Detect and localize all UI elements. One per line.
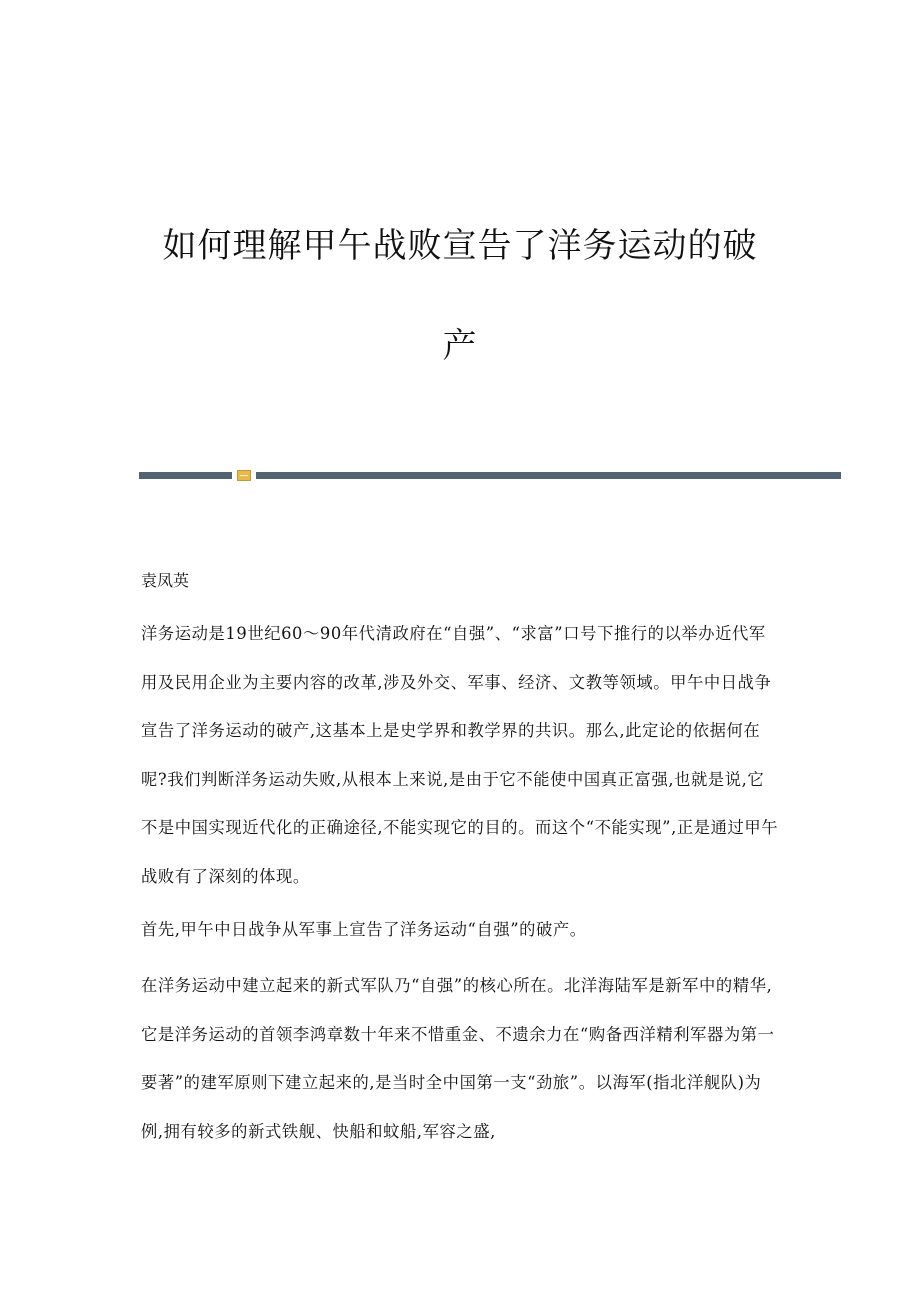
title-divider: [139, 470, 841, 480]
envelope-icon: [237, 470, 251, 481]
author-name: 袁凤英: [141, 571, 190, 590]
paragraph-intro: 洋务运动是19世纪60～90年代清政府在“自强”、“求富”口号下推行的以举办近代军用及民用企业为主要内容的改革,涉及外交、军事、经济、文教等领域。甲午中日战争宣告了洋务运动的破产,这基本上是史学界和教学界的共识。那么,此定论的依据何在呢?我们判断洋务运动失败,从根本上来说,是由于它不能使中国真正富强,也就是说,它不是中国实现近代化的正确途径,不能实现它的目的。而这个“不能实现”,正是通过甲午战败有了深刻的体现。: [141, 624, 779, 886]
document-title-line-2: 产: [442, 326, 478, 366]
paragraph-new-army: 在洋务运动中建立起来的新式军队乃“自强”的核心所在。北洋海陆军是新军中的精华,它是洋务运动的首领李鸿章数十年来不惜重金、不遗余力在“购备西洋精利军器为第一要著”的建军原则下建立起来的,是当时全中国第一支“劲旅”。以海军(指北洋舰队)为例,拥有较多的新式铁舰、快船和蚊船,军容之盛,: [141, 976, 775, 1141]
document-title-line-1: 如何理解甲午战败宣告了洋务运动的破: [162, 226, 758, 266]
divider-bar-left: [139, 472, 232, 479]
paragraph-first-point: 首先,甲午中日战争从军事上宣告了洋务运动“自强”的破产。: [141, 920, 587, 939]
divider-bar-right: [256, 472, 841, 479]
